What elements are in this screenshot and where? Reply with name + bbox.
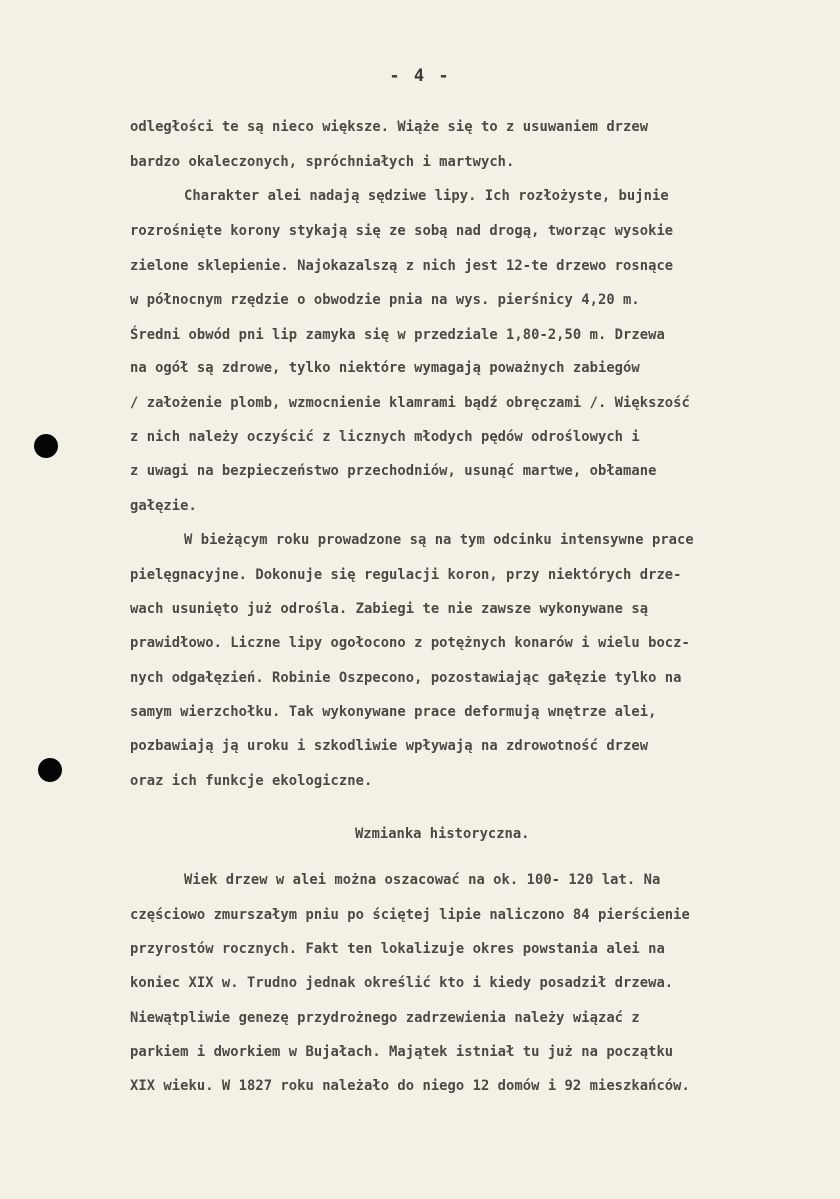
text-line: w północnym rzędzie o obwodzie pnia na wys. pierśnicy 4,20 m.	[130, 292, 640, 308]
text-line: Niewątpliwie genezę przydrożnego zadrzewienia należy wiązać z	[130, 1010, 640, 1026]
punch-hole	[34, 434, 58, 458]
text-line: częściowo zmurszałym pniu po ściętej lipie naliczono 84 pierścienie	[130, 907, 690, 923]
text-line: Charakter alei nadają sędziwe lipy. Ich rozłożyste, bujnie	[184, 188, 669, 204]
text-line: odległości te są nieco większe. Wiąże się to z usuwaniem drzew	[130, 119, 649, 135]
text-line: oraz ich funkcje ekologiczne.	[130, 773, 373, 789]
section-heading: Wzmianka historyczna.	[355, 826, 530, 842]
text-line: Wiek drzew w alei można oszacować na ok. 100- 120 lat. Na	[184, 872, 661, 888]
text-line: gałęzie.	[130, 498, 197, 514]
text-line: z nich należy oczyścić z licznych młodych pędów odroślowych i	[130, 429, 640, 445]
text-line: na ogół są zdrowe, tylko niektóre wymagają poważnych zabiegów	[130, 360, 640, 376]
text-line: pielęgnacyjne. Dokonuje się regulacji koron, przy niektórych drze-	[130, 567, 682, 583]
text-line: rozrośnięte korony stykają się ze sobą nad drogą, tworząc wysokie	[130, 223, 674, 239]
text-line: wach usunięto już odrośla. Zabiegi te nie zawsze wykonywane są	[130, 601, 649, 617]
text-line: parkiem i dworkiem w Bujałach. Majątek istniał tu już na początku	[130, 1044, 674, 1060]
text-line: / założenie plomb, wzmocnienie klamrami bądź obręczami /. Większość	[130, 395, 690, 411]
text-line: XIX wieku. W 1827 roku należało do niego 12 domów i 92 mieszkańców.	[130, 1078, 690, 1094]
text-line: prawidłowo. Liczne lipy ogołocono z potężnych konarów i wielu bocz-	[130, 635, 690, 651]
text-line: pozbawiają ją uroku i szkodliwie wpływają na zdrowotność drzew	[130, 738, 649, 754]
text-line: W bieżącym roku prowadzone są na tym odcinku intensywne prace	[184, 532, 694, 548]
text-line: koniec XIX w. Trudno jednak określić kto i kiedy posadził drzewa.	[130, 975, 674, 991]
text-line: bardzo okaleczonych, spróchniałych i martwych.	[130, 154, 515, 170]
text-line: przyrostów rocznych. Fakt ten lokalizuje okres powstania alei na	[130, 941, 665, 957]
punch-hole	[38, 758, 62, 782]
text-line: z uwagi na bezpieczeństwo przechodniów, usunąć martwe, obłamane	[130, 463, 657, 479]
text-line: zielone sklepienie. Najokazalszą z nich jest 12-te drzewo rosnące	[130, 258, 674, 274]
text-line: samym wierzchołku. Tak wykonywane prace deformują wnętrze alei,	[130, 704, 657, 720]
text-line: nych odgałęzień. Robinie Oszpecono, pozostawiając gałęzie tylko na	[130, 670, 682, 686]
page-number: - 4 -	[389, 66, 451, 86]
text-line: Średni obwód pni lip zamyka się w przedziale 1,80-2,50 m. Drzewa	[130, 327, 665, 343]
